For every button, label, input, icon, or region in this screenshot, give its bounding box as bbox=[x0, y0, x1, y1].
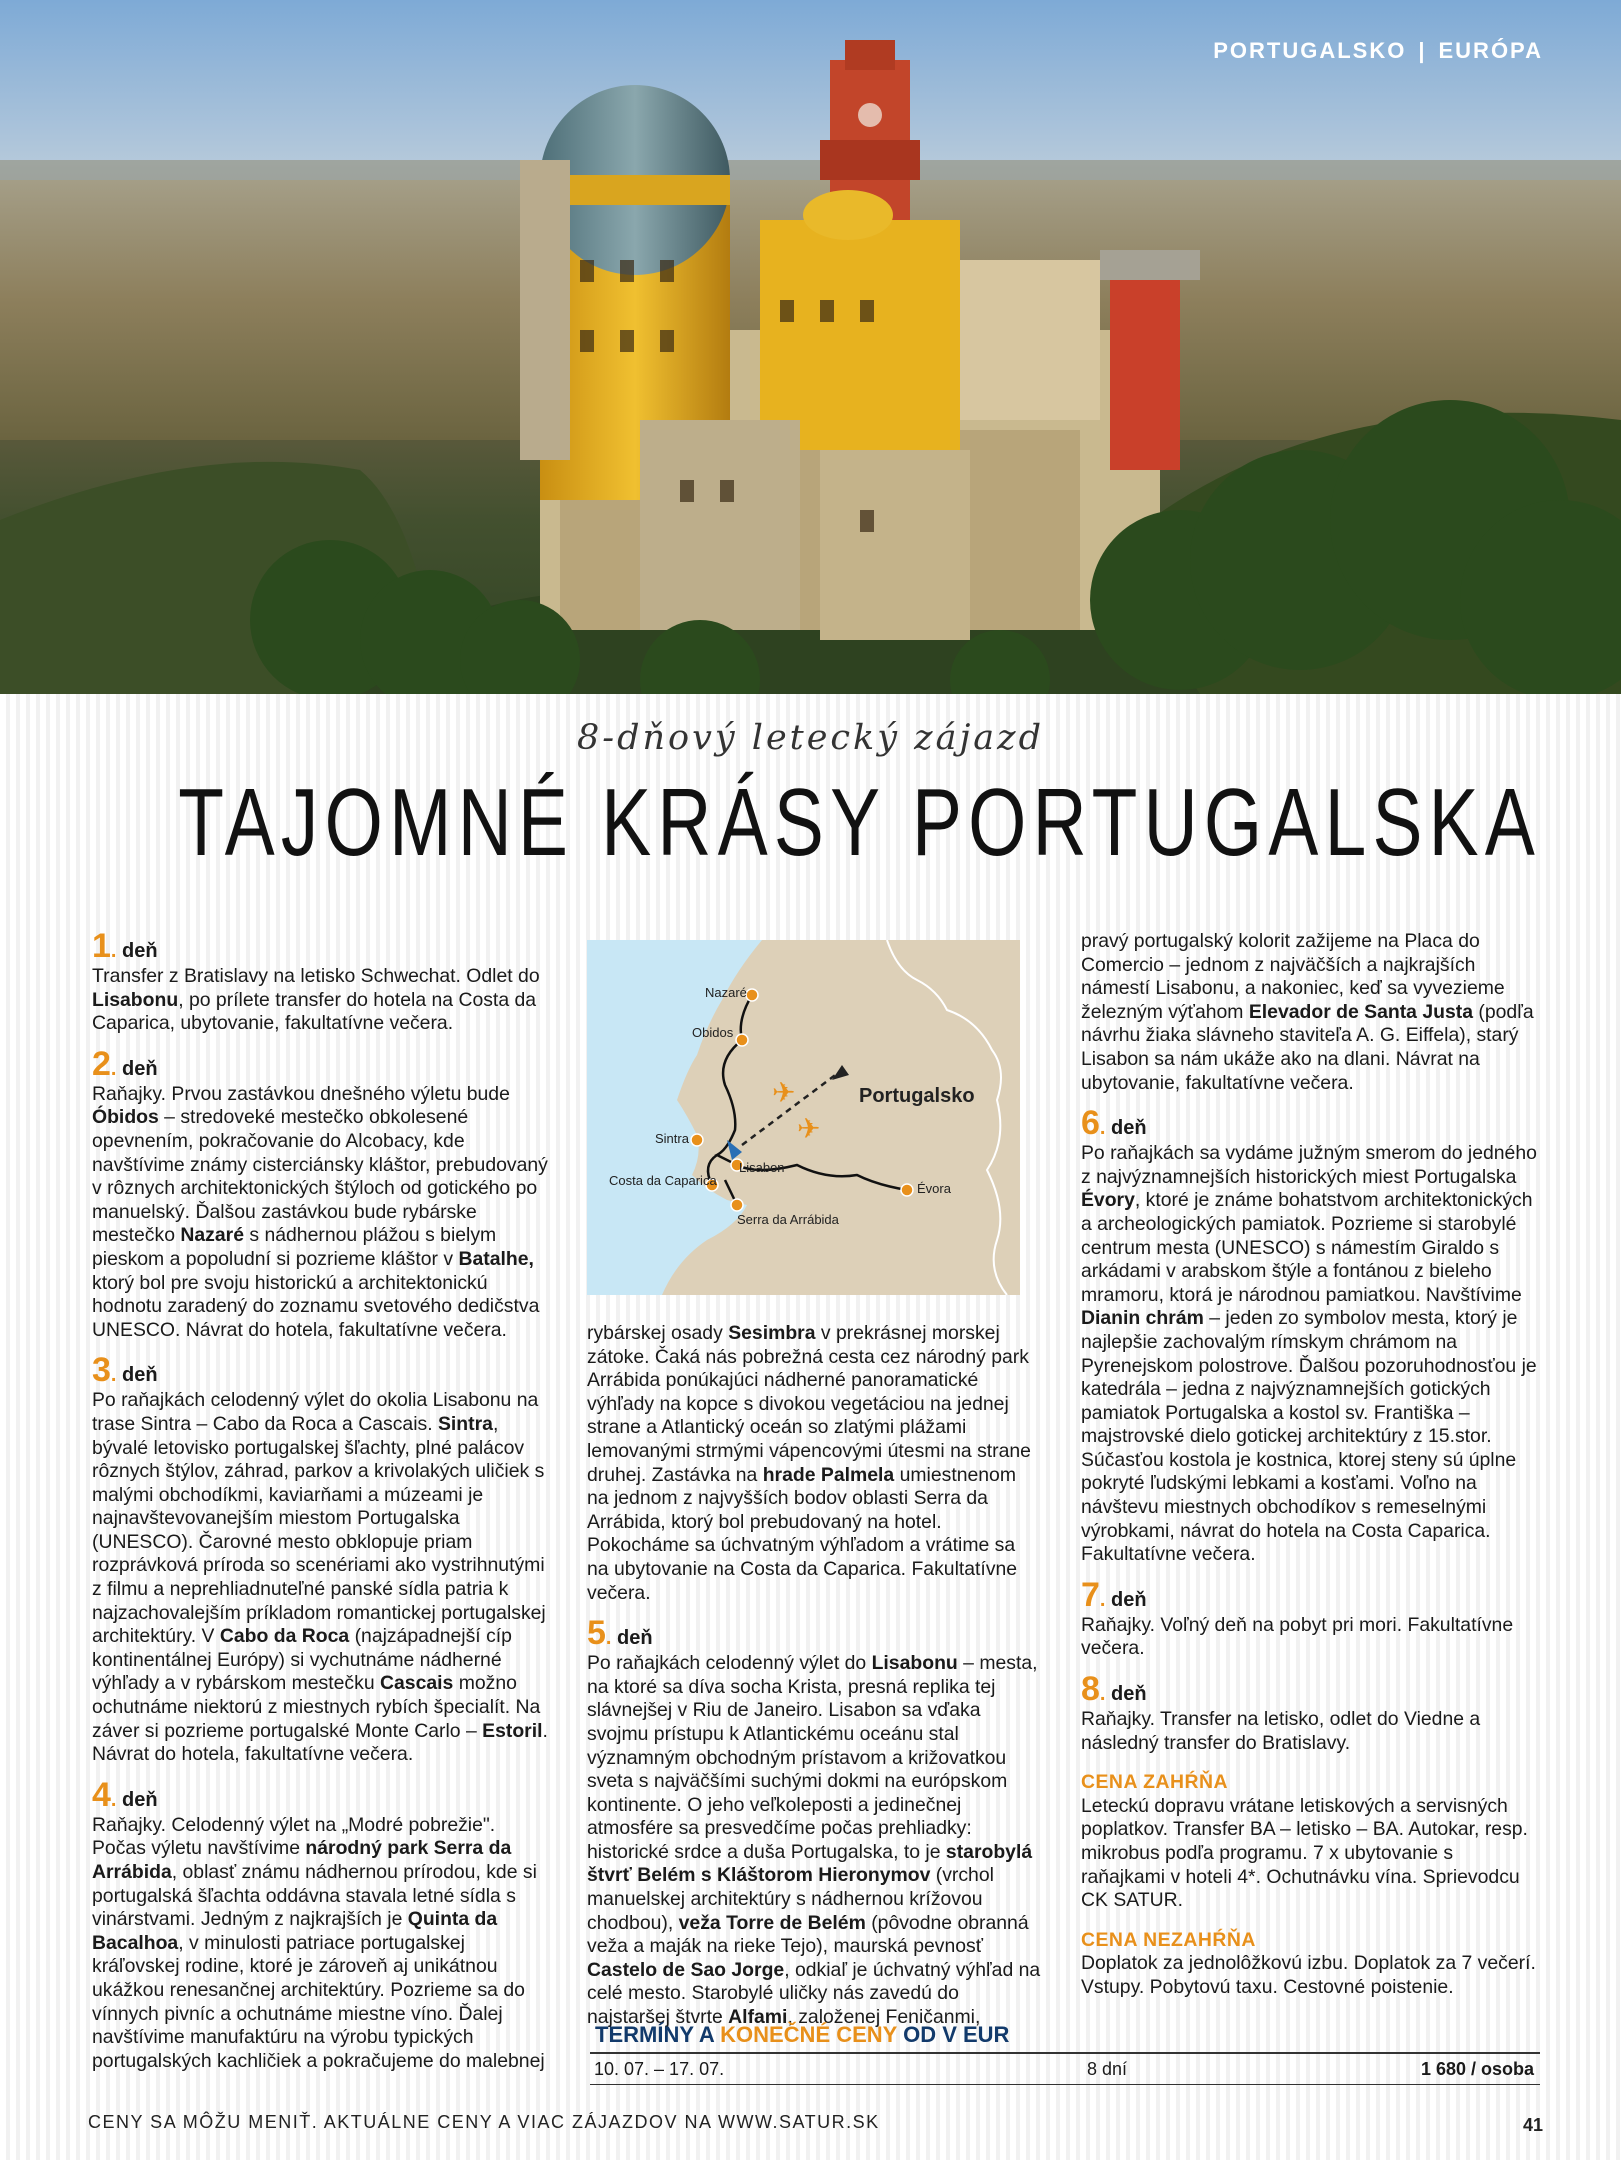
highlighted-place: starobylá štvrť Belém s Kláštorom Hieronymov bbox=[587, 1840, 1033, 1887]
marker-sintra bbox=[691, 1134, 703, 1146]
highlighted-place: Quinta da Bacalhoa bbox=[92, 1908, 498, 1954]
text-run: (podľa návrhu žiaka slávneho staviteľa A. G. Eiffela), starý Lisabon sa nám ukáže ako na dlani. Návrat na ubytovanie, fakultatívne večera. bbox=[1081, 1000, 1534, 1094]
text-run: – mesta, na ktoré sa díva socha Krista, presná replika tej slávnejšej v Riu de Janeiro. Lisabon sa vďaka svojmu prístupu k Atlantickému oceánu stal významným obchodným prístavom a križovatkou sveta s najväčšími suchými dokmi na európskom kontinente. O jeho veľkoleposti a jedinečnej atmosfére sa presvedčíme počas prehliadky: historické srdce a duša Portugalska, to je bbox=[587, 1652, 1038, 1863]
page-number: 41 bbox=[1522, 2115, 1543, 2135]
table-row bbox=[590, 2052, 1540, 2085]
text-run: (najzápadnejší cíp kontinentálnej Európy) si vychutnáme nádherné výhľady a v rybárskom mestečku bbox=[92, 1625, 512, 1695]
highlighted-place: Lisabonu bbox=[871, 1652, 958, 1675]
highlighted-place: Batalhe, bbox=[458, 1247, 534, 1270]
day-text bbox=[92, 965, 554, 1036]
day-section bbox=[92, 1351, 554, 1767]
day-4-continued bbox=[587, 1322, 1042, 1605]
text-run: možno ochutnáme niektorú z miestnych rybích špecialít. Na záver si pozrieme portugalské Monte Carlo – bbox=[92, 1672, 541, 1742]
term-price: 1 680 / osoba bbox=[1420, 2059, 1534, 2079]
highlighted-place: hrade Palmela bbox=[762, 1463, 895, 1486]
portugal-map bbox=[587, 940, 1020, 1295]
day-label: deň bbox=[122, 940, 158, 962]
map-label-country: Portugalsko bbox=[859, 1085, 975, 1107]
pena-palace-illustration bbox=[0, 0, 1621, 694]
day-section bbox=[92, 927, 554, 1036]
text-run: Po raňajkách celodenný výlet do bbox=[587, 1652, 872, 1675]
marker-obidos bbox=[736, 1034, 748, 1046]
day-number: 1 bbox=[92, 927, 111, 965]
day-text bbox=[1081, 1708, 1539, 1755]
map-label-obidos: Obidos bbox=[692, 1025, 734, 1040]
day-dot: . bbox=[1099, 1117, 1112, 1140]
text-run: (pôvodne obranná veža a maják na rieke Tejo), maurská pevnosť bbox=[587, 1911, 1029, 1958]
text-run: Raňajky. Voľný deň na pobyt pri mori. Fakultatívne večera. bbox=[1081, 1613, 1514, 1660]
tour-subtitle: 8-dňový letecký zájazd bbox=[576, 718, 1045, 758]
day-text bbox=[1081, 1142, 1539, 1567]
day-heading bbox=[92, 1044, 554, 1083]
marker-nazare bbox=[746, 989, 758, 1001]
day-heading bbox=[1081, 1575, 1539, 1614]
day-text bbox=[92, 1389, 554, 1767]
day-number: 2 bbox=[92, 1044, 111, 1083]
marker-serra-da-arrabida bbox=[731, 1199, 743, 1211]
text-run: v prekrásnej morskej zátoke. Čaká nás pobrežná cesta cez národný park Arrábida ponúkajúci nádherné panoramatické výhľady na kopce s divokou vegetáciou na jednej strane a Atlantický oceán so zlatými plážami lemovanými strmými vápencovými útesmi na strane druhej. Zastávka na bbox=[587, 1322, 1031, 1486]
day-section bbox=[1081, 1575, 1539, 1661]
text-run: Raňajky. Transfer na letisko, odlet do Viedne a následný transfer do Bratislavy. bbox=[1081, 1708, 1481, 1754]
plane-icon: ✈ bbox=[772, 1076, 796, 1109]
breadcrumb-separator: | bbox=[1418, 38, 1427, 63]
page-title: TAJOMNÉ KRÁSY PORTUGALSKA bbox=[178, 769, 1542, 876]
highlighted-place: Évory bbox=[1081, 1189, 1135, 1212]
breadcrumb-country: PORTUGALSKO bbox=[1213, 38, 1407, 63]
highlighted-place: Elevador de Santa Justa bbox=[1248, 1000, 1474, 1023]
term-duration: 8 dní bbox=[1087, 2059, 1128, 2079]
day-dot: . bbox=[1099, 1683, 1112, 1706]
day-number: 3 bbox=[92, 1351, 111, 1390]
highlighted-place: národný park Serra da Arrábida bbox=[92, 1837, 512, 1883]
day-heading bbox=[92, 927, 554, 965]
day-dot: . bbox=[110, 1057, 123, 1080]
day-dot: . bbox=[110, 940, 123, 962]
highlighted-place: Óbidos bbox=[92, 1106, 159, 1129]
text-run: , po prílete transfer do hotela na Costa da Caparica, ubytovanie, fakultatívne večera. bbox=[92, 988, 537, 1035]
map-label-nazare: Nazaré bbox=[705, 985, 747, 1000]
day-text bbox=[92, 1083, 554, 1343]
price-excluded-title: CENA NEZAHŔŇA bbox=[1081, 1928, 1256, 1951]
day-label: deň bbox=[1111, 1588, 1147, 1611]
day-dot: . bbox=[110, 1364, 123, 1387]
column-right bbox=[1081, 930, 1539, 2000]
day-number: 4 bbox=[92, 1775, 111, 1814]
day-section bbox=[1081, 1670, 1539, 1755]
marker-evora bbox=[901, 1184, 913, 1196]
column-left bbox=[92, 927, 554, 2073]
day-text bbox=[1081, 1614, 1539, 1661]
text-run: Raňajky. Prvou zastávkou dnešného výletu bude bbox=[92, 1082, 510, 1105]
day-label: deň bbox=[1111, 1683, 1147, 1706]
text-run: , oblasť známu nádhernou prírodou, kde si portugalská šľachta oddávna stavala letné sídla s vinárstvami. Jedným z najkrajších je bbox=[92, 1861, 537, 1931]
highlighted-place: Cascais bbox=[380, 1672, 454, 1695]
text-run: Transfer z Bratislavy na letisko Schwechat. Odlet do bbox=[92, 965, 540, 987]
day-heading bbox=[1081, 1104, 1539, 1143]
highlighted-place: Castelo de Sao Jorge bbox=[587, 1958, 785, 1981]
map-label-sintra: Sintra bbox=[655, 1131, 689, 1146]
day-section bbox=[92, 1044, 554, 1343]
highlighted-place: Nazaré bbox=[180, 1224, 244, 1247]
day-label: deň bbox=[617, 1627, 653, 1650]
prices-title-a: TERMÍNY A bbox=[595, 2022, 714, 2047]
term-dates: 10. 07. – 17. 07. bbox=[594, 2059, 725, 2079]
day-number: 6 bbox=[1081, 1104, 1100, 1143]
breadcrumb bbox=[1213, 38, 1543, 64]
day-section bbox=[1081, 1104, 1539, 1567]
day-label: deň bbox=[122, 1364, 158, 1387]
prices-table-title bbox=[595, 2022, 1009, 2048]
breadcrumb-region: EURÓPA bbox=[1438, 38, 1543, 63]
text-run: rybárskej osady bbox=[587, 1322, 729, 1344]
plane-icon: ✈ bbox=[797, 1112, 821, 1145]
text-run: s nádhernou plážou s bielym pieskom a popoludní si pozrieme kláštor v bbox=[92, 1224, 497, 1270]
day-number: 8 bbox=[1081, 1670, 1100, 1709]
text-run: umiestnenom na jednom z najvyšších bodov oblasti Serra da Arrábida, ktorý bol prebudovaný na hotel. Pokocháme sa úchvatným výhľadom a vrátime sa na ubytovanie na Costa da Caparica. Fakultatívne večera. bbox=[587, 1463, 1018, 1604]
day-text bbox=[587, 1652, 1042, 2030]
day-heading bbox=[1081, 1670, 1539, 1709]
text-run: , odkiaľ je úchvatný výhľad na celé mesto. Starobylé uličky nás zavedú do najstaršej štvrte bbox=[587, 1958, 1041, 2029]
prices-title-c: OD V EUR bbox=[903, 2022, 1010, 2047]
spacer bbox=[587, 1605, 1042, 1619]
text-run: , ktoré je známe bohatstvom architektonických a archeologických pamiatok. Pozrieme si starobylé centrum mesta (UNESCO) s námestím Giraldo s arkádami v arabskom štýle a fontánou z bieleho mramoru, ktorá je národnou pamiatkou. Navštívime bbox=[1081, 1189, 1533, 1306]
text-run: ktorý bol pre svoju historickú a architektonickú hodnotu zaradený do zoznamu svetového dedičstva UNESCO. Návrat do hotela, fakultatívne večera. bbox=[92, 1271, 540, 1341]
map-label-lisabon: Lisabon bbox=[739, 1160, 785, 1175]
day-dot: . bbox=[110, 1788, 123, 1811]
text-run: , v minulosti patriace portugalskej kráľovskej rodine, ktoré je zároveň aj unikátnou ukážkou renesančnej architektúry. Pozrieme sa do vínnych pivníc a ochutnáme miestne víno. Ďalej navštívime manufaktúru na výrobu typických portugalských kachličiek a pokračujeme do malebnej bbox=[92, 1931, 545, 2072]
route-map bbox=[587, 940, 1020, 1295]
text-run: Raňajky. Celodenný výlet na „Modré pobrežie". Počas výletu navštívime bbox=[92, 1813, 496, 1860]
text-run: (vrchol manuelskej architektúry s nádhernou krížovou chodbou), bbox=[587, 1864, 994, 1934]
price-excluded-text: Doplatok za jednolôžkovú izbu. Doplatok za 7 večerí. Vstupy. Pobytovú taxu. Cestovné poistenie. bbox=[1081, 1952, 1536, 1998]
price-included-text: Leteckú dopravu vrátane letiskových a servisných poplatkov. Transfer BA – letisko – BA. Autokar, resp. mikrobus podľa programu. 7 x ubytovanie s raňajkami v hoteli 4*. Ochutnávku vína. Sprievodcu CK SATUR. bbox=[1081, 1794, 1528, 1912]
text-run: – jeden zo symbolov mesta, ktorý je najlepšie zachovalým rímskym chrámom na Pyrenejskom polostrove. Ďalšou pozoruhodnosťou je katedrála – jedna z najvýznamnejších gotických pamiatok Portugalska a kostol sv. Františka – majstrovské dielo gotickej architektúry z 15.stor. Súčasťou kostola je kostnica, ktorej steny sú úplne pokryté ľudskými lebkami a kosťami. Voľno na návštevu miestnych obchodíkov s remeselnými výrobkami, návrat do hotela na Costa Caparica. Fakultatívne večera. bbox=[1081, 1307, 1537, 1566]
highlighted-place: veža Torre de Belém bbox=[678, 1911, 866, 1934]
text-run: . Návrat do hotela, fakultatívne večera. bbox=[92, 1719, 548, 1766]
highlighted-place: Sintra bbox=[437, 1412, 493, 1435]
day-5-continued bbox=[1081, 930, 1539, 1095]
day-heading bbox=[587, 1614, 1042, 1653]
highlighted-place: Dianin chrám bbox=[1081, 1307, 1204, 1330]
highlighted-place: Estoril bbox=[482, 1719, 543, 1742]
price-included-title: CENA ZAHŔŇA bbox=[1081, 1771, 1228, 1794]
day-label: deň bbox=[1111, 1117, 1147, 1140]
column-middle bbox=[587, 1322, 1042, 2030]
text-run: Po raňajkách celodenný výlet do okolia Lisabonu na trase Sintra – Cabo da Roca a Cascais. bbox=[92, 1389, 539, 1435]
day-heading bbox=[92, 1351, 554, 1390]
day-number: 5 bbox=[587, 1614, 606, 1653]
highlighted-place: Cabo da Roca bbox=[219, 1625, 350, 1648]
text-run: , bývalé letovisko portugalskej šľachty, plné palácov rôznych štýlov, záhrad, parkov a krivolakých uličiek s malými obchodíkmi, kaviarňami a múzeami je najnavštevovanejším miestom Portugalska (UNESCO). Čarovné mesto obklopuje priam rozprávková príroda so scenériami ako vystrihnutými z filmu a neprehliadnuteľné panské sídla patria k najzachovalejším príkladom romantickej portugalskej architektúry. V bbox=[92, 1412, 546, 1648]
map-label-serra-da-arrabida: Serra da Arrábida bbox=[737, 1212, 839, 1227]
text-run: pravý portugalský kolorit zažijeme na Placa do Comercio – jednom z najväčších a najkrajších námestí Lisabonu, a nakoniec, keď sa vyvezieme železným výťahom bbox=[1081, 930, 1505, 1023]
highlighted-place: Lisabonu bbox=[92, 988, 179, 1011]
text-run: – stredoveké mestečko obkolesené opevnením, pokračovanie do Alcobacy, kde navštívime známy cisterciánsky kláštor, prebudovaný v rôznych architektonických štýloch od gotického po manuelský. Ďalšou zastávkou bude rybárske mestečko bbox=[92, 1106, 548, 1247]
prices-title-b: KONEČNÉ CENY bbox=[720, 2022, 897, 2047]
day-text bbox=[92, 1814, 554, 2074]
hero-photo bbox=[0, 0, 1621, 694]
day-label: deň bbox=[122, 1057, 158, 1080]
day-section bbox=[587, 1614, 1042, 2030]
day-dot: . bbox=[605, 1627, 618, 1650]
day-label: deň bbox=[122, 1788, 158, 1811]
highlighted-place: Alfami bbox=[728, 2006, 788, 2029]
day-number: 7 bbox=[1081, 1575, 1100, 1614]
day-section bbox=[92, 1775, 554, 2074]
day-heading bbox=[92, 1775, 554, 1814]
map-label-costa-da-caparica: Costa da Caparica bbox=[609, 1173, 717, 1188]
map-label-evora: Évora bbox=[917, 1181, 951, 1196]
text-run: , založenej Feničanmi, bbox=[787, 2006, 981, 2029]
day-dot: . bbox=[1099, 1588, 1112, 1611]
text-run: Po raňajkách sa vydáme južným smerom do jedného z najvýznamnejších historických miest Portugalska bbox=[1081, 1142, 1537, 1188]
footer-note: CENY SA MÔŽU MENIŤ. AKTUÁLNE CENY A VIAC ZÁJAZDOV NA WWW.SATUR.SK bbox=[88, 2112, 880, 2132]
highlighted-place: Sesimbra bbox=[728, 1322, 816, 1344]
